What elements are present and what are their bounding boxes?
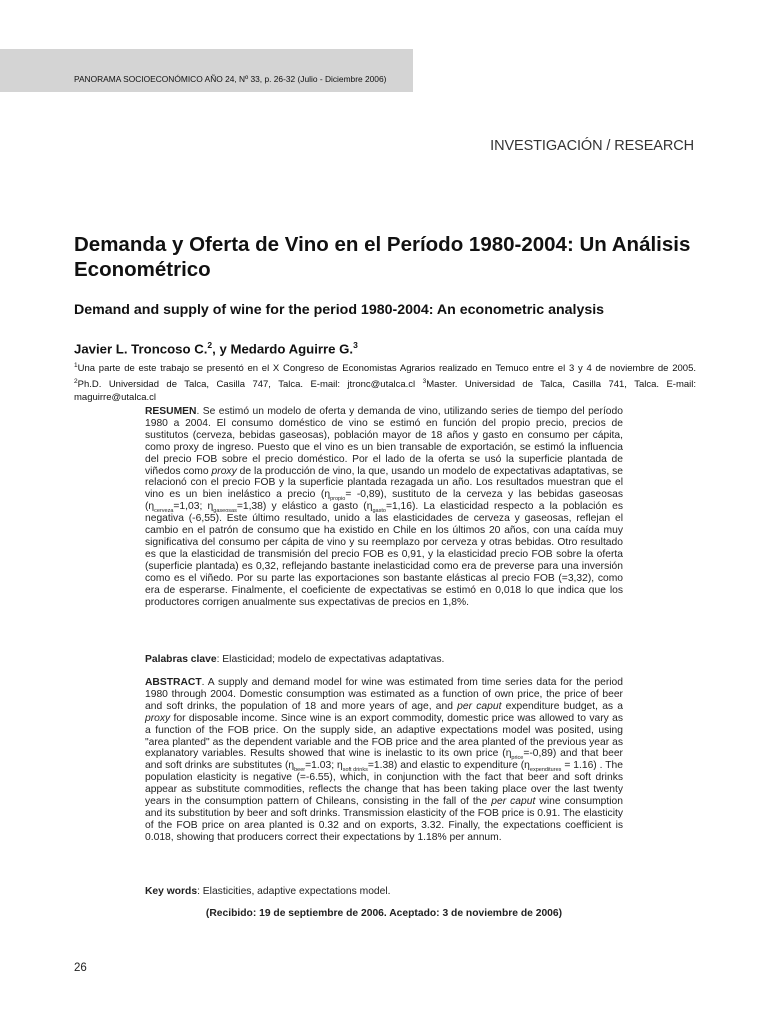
footnote-mark: 3 <box>422 377 427 385</box>
footnote-mark: 2 <box>74 377 78 385</box>
author-affiliations <box>74 360 696 404</box>
journal-citation: PANORAMA SOCIOECONÓMICO AÑO 24, Nº 33, p. 26-32 (Julio - Diciembre 2006) <box>74 74 387 84</box>
resumen-paragraph: RESUMEN. Se estimó un modelo de oferta y demanda de vino, utilizando series de tiempo del período 1980 a 2004. El consumo doméstico de vino se estimó en función del propio precio, precios de sustitutos (cerveza, bebidas gaseosas), población mayor de 18 años y gasto en consumo per cápita, como proxy de ingreso. Puesto que el vino es un bien transable de exportación, se estimó la influencia del precio FOB sobre el precio doméstico. Por el lado de la oferta se usó la superficie plantada de viñedos como proxy de la producción de vino, la que, usando un modelo de expectativas adaptativas, se relacionó con el precio FOB y la superficie plantada rezagada un año. Los resultados muestran que el vino es un bien inelástico a precio $(\eta_{propio}= -0,89)$, sustituto de la cerveza y las bebidas gaseosas ($\eta_{cerveza}=1,03$; $\eta_{gaseosas}=1,38$) y elástico a gasto $(\eta_{gasto}=1,16)$. La elasticidad respecto a la población es negativa (-6,55). Este último resultado, unido a las elasticidades de cerveza y gaseosas, reflejan el cambio en el patrón de consumo que ha existido en Chile en los últimos 20 años, con una caída muy significativa del consumo per cápita de vino y su reemplazo por cerveza y otras bebidas. Otro resultado es que la elasticidad de transmisión del precio FOB es 0,91, y la elasticidad precio FOB sobre la oferta (superficie plantada) es 0,32, reflejando bastante inelasticidad como era de preverse para una inversión como es el viñedo. Por su parte las exportaciones son bastante elásticas al precio FOB (=3,32), como era de esperarse. Finalmente, el coeficiente de expectativas se estimó en 0,018 lo que indica que los productores corrigen anualmente sus expectativas de precios en 1,8%. <box>145 406 624 608</box>
author-list <box>74 340 358 356</box>
author-footnote-mark: 2 <box>207 340 213 350</box>
abstract-label: ABSTRACT <box>145 677 202 688</box>
key-words-label: Key words <box>145 886 198 897</box>
palabras-clave-label: Palabras clave <box>145 654 217 665</box>
page-number: 26 <box>74 962 87 974</box>
author-footnote-mark: 3 <box>353 340 358 350</box>
affiliation-note: Ph.D. Universidad de Talca, Casilla 747, Talca. E-mail: jtronc@utalca.cl <box>77 378 423 390</box>
abstract-paragraph: ABSTRACT. A supply and demand model for wine was estimated from time series data for the period 1980 through 2004. Domestic consumption was estimated as a function of own price, the price of beer and soft drinks, the population of 18 and more years of age, and per caput expenditure budget, as a proxy for disposable income. Since wine is an export commodity, domestic price was allowed to vary as a function of the FOB price. On the supply side, an adaptive expectations model was posited, using "area planted" as the dependent variable and the FOB price and the area planted of the previous year as explanatory variables. Results showed that wine is inelastic to its own price $(\eta_{price}=-0,89)$ and that beer and soft drinks are substitutes ($\eta_{beer}=1.03$; $\eta_{soft drinks}=1.38$) and elastic to expenditure $(\eta_{expenditures} = 1.16)$ . The population elasticity is negative (=-6.55), which, in conjunction with the fact that beer and soft drinks appear as substitute commodities, reflects the change that has been taking place over the last twenty years in the consumption pattern of Chileans, consisting in the fall of the per caput wine consumption and its substitution by beer and soft drinks. Transmission elasticity of the FOB price is 0.91. The elasticity of the FOB price on area planted is 0.32 and on exports, 3.32. Finally, the expectations coefficient is 0.018, showing that producers correct their expectations by 1.18% per annum. <box>145 677 624 843</box>
author-name: Javier L. Troncoso C. <box>74 341 208 357</box>
palabras-clave: Palabras clave: Elasticidad; modelo de expectativas adaptativas. <box>145 654 445 665</box>
journal-header-band <box>0 49 413 92</box>
author-name: Medardo Aguirre G. <box>230 341 354 357</box>
footnote-mark: 1 <box>74 362 78 369</box>
resumen-label: RESUMEN <box>145 406 197 417</box>
author-joiner: , y <box>212 341 231 357</box>
article-title-english: Demand and supply of wine for the period 1980-2004: An econometric analysis <box>74 302 605 318</box>
received-dates: (Recibido: 19 de septiembre de 2006. Aceptado: 3 de noviembre de 2006) <box>205 908 563 919</box>
affiliation-note: Master. Universidad de Talca, Casilla 741, Talca. E-mail: maguirre@utalca.cl <box>74 378 696 403</box>
section-label: INVESTIGACIÓN / RESEARCH <box>490 138 694 154</box>
key-words: Key words: Elasticities, adaptive expectations model. <box>145 886 391 897</box>
article-title-spanish: Demanda y Oferta de Vino en el Período 1980-2004: Un Análisis Econométrico <box>74 233 691 281</box>
affiliation-note: Una parte de este trabajo se presentó en el X Congreso de Economistas Agrarios realizado en Temuco entre el 3 y 4 de noviembre de 2005. <box>77 363 696 375</box>
